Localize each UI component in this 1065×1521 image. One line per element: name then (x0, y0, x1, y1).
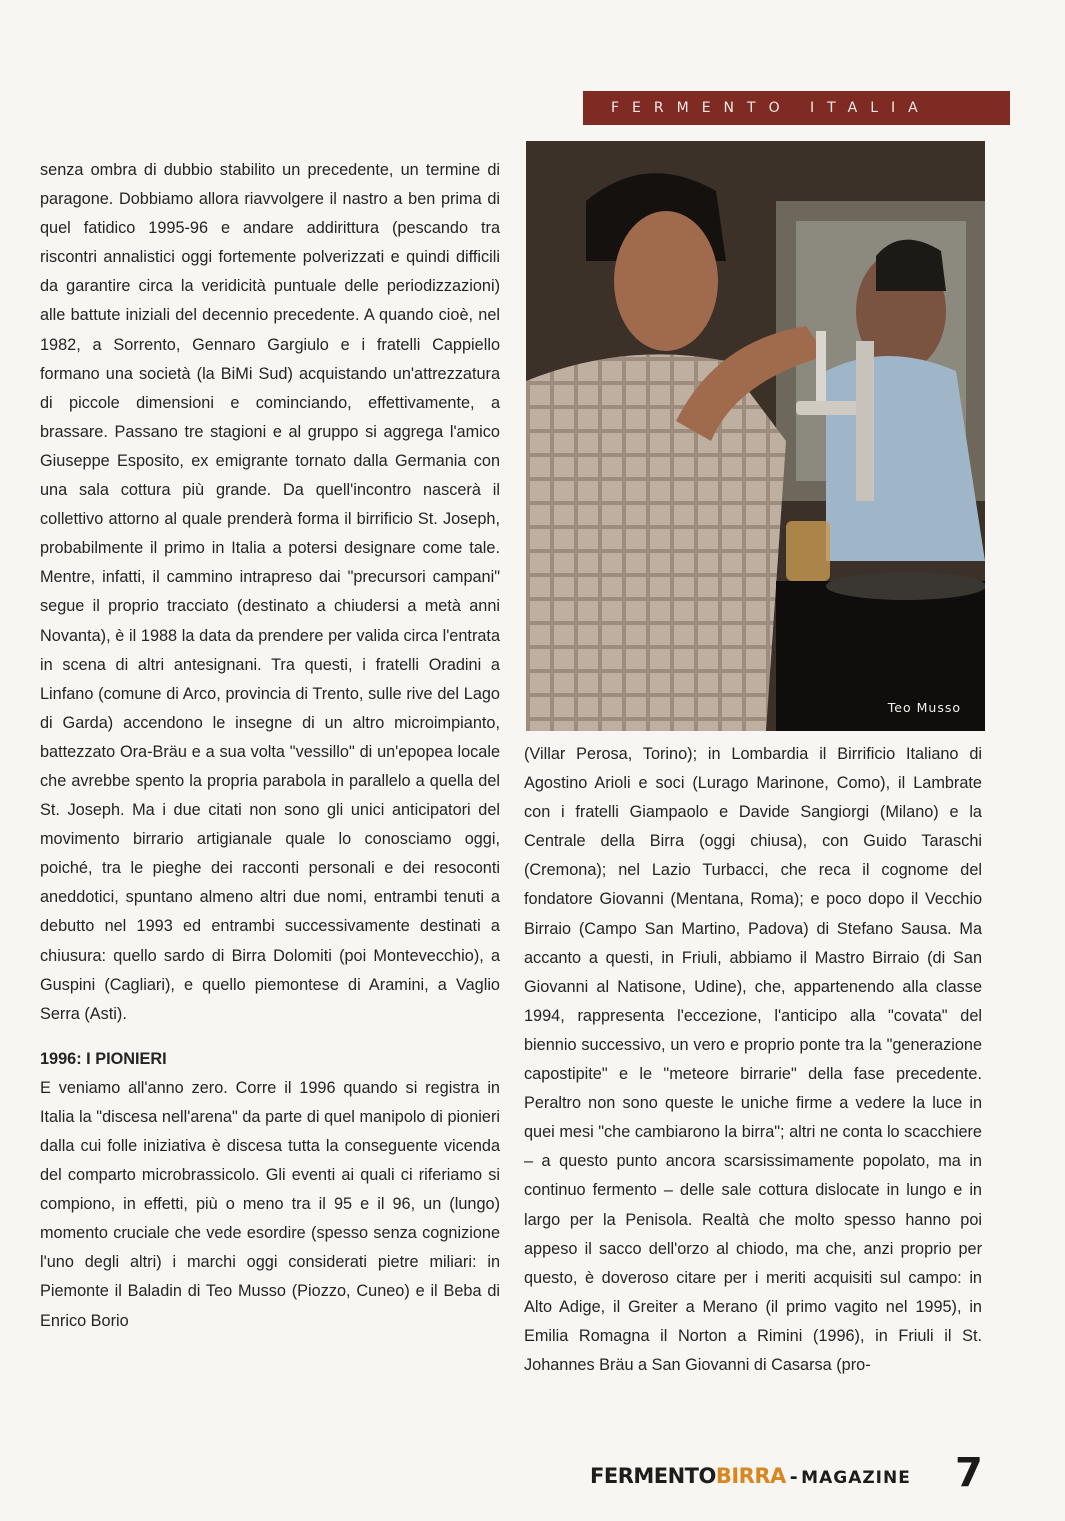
footer-separator: - (789, 1466, 798, 1488)
page-number: 7 (955, 1450, 983, 1496)
right-column (524, 740, 982, 1380)
photo-illustration-icon (526, 141, 985, 731)
logo-birra: BIRRA (715, 1464, 786, 1488)
paragraph-2: E veniamo all'anno zero. Corre il 1996 quando si registra in Italia la "discesa nell'arena" da parte di quel manipolo di pionieri dalla cui folle iniziativa è discesa tutta la conseguente vicenda del comparto microbrassicolo. Gli eventi ai quali ci riferiamo si compiono, in effetti, più o meno tra il 95 e il 96, un (lungo) momento cruciale che vede esordire (spesso senza cognizione l'uno degli altri) i marchi oggi considerati pietre miliari: in Piemonte il Baladin di Teo Musso (Piozzo, Cuneo) e il Beba di Enrico Borio (40, 1078, 500, 1330)
paragraph-3: (Villar Perosa, Torino); in Lombardia il Birrificio Italiano di Agostino Arioli e soci (Lurago Marinone, Como), il Lambrate con i fratelli Giampaolo e Davide Sangiorgi (Milano) e la Centrale della Birra (oggi chiusa), con Guido Taraschi (Cremona); nel Lazio Turbacci, che reca il cognome del fondatore Giovanni (Mentana, Roma); e poco dopo il Vecchio Birraio (Campo San Martino, Padova) di Stefano Sausa. Ma accanto a questi, in Friuli, abbiamo il Mastro Birraio (di San Giovanni al Natisone, Udine), che, appartenendo alla classe 1994, rappresenta l'eccezione, l'anticipo alla "covata" del biennio successivo, un vero e proprio ponte tra la "generazione capostipite" e le "meteore birrarie" della fase precedente. Peraltro non sono queste le uniche firme a vedere la luce in quei mesi "che cambiarono la birra"; altri ne conta lo scacchiere – a questo punto ancora scarsissimamente popolato, ma in continuo fermento – delle sale cottura dislocate in lungo e in largo per la Penisola. Realtà che molto spesso hanno poi appeso il sacco dell'orzo al chiodo, ma che, anzi proprio per questo, è doveroso citare per i meriti acquisiti sul campo: in Alto Adige, il Greiter a Merano (il primo vagito nel 1995), in Emilia Romagna il Norton a Rimini (1996), in Friuli il St. Johannes Bräu a San Giovanni di Casarsa (pro- (524, 745, 982, 1374)
photo-credit: Teo Musso (887, 700, 961, 715)
footer-magazine: MAGAZINE (801, 1468, 911, 1488)
left-column (40, 156, 500, 1336)
section-header: FERMENTO ITALIA (583, 91, 1010, 125)
logo-fermento: FERMENTO (590, 1464, 716, 1488)
paragraph-1: senza ombra di dubbio stabilito un precedente, un termine di paragone. Dobbiamo allora riavvolgere il nastro a ben prima di quel fatidico 1995-96 e andare addirittura (pescando tra riscontri annalistici oggi fortemente polverizzati e quindi difficili da garantire circa la veridicità puntuale delle periodizzazioni) alle battute iniziali del decennio precedente. A quando cioè, nel 1982, a Sorrento, Gennaro Gargiulo e i fratelli Cappiello formano una società (la BiMi Sud) acquistando un'attrezzatura di piccole dimensioni e cominciando, effettivamente, a brassare. Passano tre stagioni e al gruppo si aggrega l'amico Giuseppe Esposito, ex emigrante tornato dalla Germania con una sala cottura più grande. Da quell'incontro nascerà il collettivo attorno al quale prenderà forma il birrificio St. Joseph, probabilmente il primo in Italia a potersi designare come tale. Mentre, infatti, il cammino intrapreso dai "precursori campani" segue il proprio tracciato (destinato a chiudersi a metà anni Novanta), è il 1988 la data da prendere per valida circa l'entrata in scena di altri antesignani. Tra questi, i fratelli Oradini a Linfano (comune di Arco, provincia di Trento, sulle rive del Lago di Garda) accendono le insegne di un altro microimpianto, battezzato Ora-Bräu e a sua volta "vessillo" di un'epopea locale che avrebbe spento la propria parabola in parallelo a quella del St. Joseph. Ma i due citati non sono gli unici anticipatori del movimento birrario artigianale quale lo conosciamo oggi, poiché, tra le pieghe dei racconti personali e dei resoconti aneddotici, spuntano almeno altri due nomi, entrambi tenuti a debutto nel 1993 ed entrambi successivamente destinati a chiusura: quello sardo di Birra Dolomiti (poi Montevecchio), a Guspini (Cagliari), e quello piemontese di Aramini, a Vaglio Serra (Asti). (40, 161, 500, 1023)
article-photo (526, 141, 985, 731)
footer-logo (590, 1464, 911, 1488)
subheading: 1996: I PIONIERI (40, 1049, 167, 1068)
